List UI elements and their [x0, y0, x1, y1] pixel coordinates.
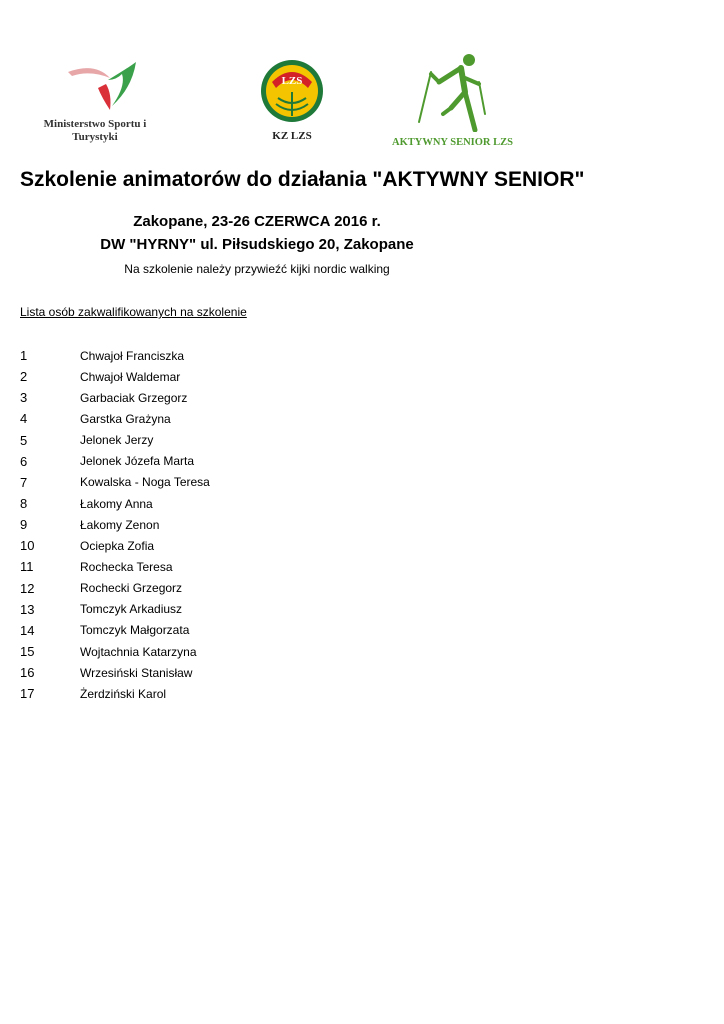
participant-name: Tomczyk Arkadiusz [80, 602, 183, 617]
aktywny-senior-logo [365, 52, 540, 149]
ministry-swoosh-icon [50, 58, 140, 118]
list-item [20, 662, 210, 683]
nordic-walker-icon [413, 52, 493, 132]
list-item [20, 535, 210, 556]
item-number: 14 [20, 622, 35, 638]
participant-name: Kowalska - Noga Teresa [80, 475, 210, 490]
participant-name: Żerdziński Karol [80, 686, 167, 701]
item-number: 7 [20, 474, 28, 490]
list-item [20, 430, 210, 451]
event-note: Na szkolenie należy przywieźć kijki nordic walking [124, 262, 390, 276]
item-number: 8 [20, 496, 28, 512]
event-venue: DW "HYRNY" ul. Piłsudskiego 20, Zakopane [100, 236, 414, 253]
lzs-badge-text: LZS [281, 75, 303, 87]
item-number: 3 [20, 390, 28, 406]
item-number: 9 [20, 517, 28, 533]
list-item [20, 599, 210, 620]
aktywny-senior-name: AKTYWNY SENIOR LZS [392, 137, 513, 148]
list-item [20, 556, 210, 577]
list-item [20, 683, 210, 704]
list-item [20, 408, 210, 429]
participant-list [20, 345, 210, 704]
participant-name: Chwajoł Franciszka [80, 348, 185, 363]
participant-name: Ociepka Zofia [80, 538, 155, 553]
list-item [20, 641, 210, 662]
kz-lzs-logo [250, 58, 334, 143]
participant-name: Tomczyk Małgorzata [80, 623, 190, 638]
item-number: 17 [20, 686, 35, 702]
list-item [20, 578, 210, 599]
participant-name: Jelonek Józefa Marta [80, 454, 195, 469]
list-item [20, 366, 210, 387]
participant-name: Wojtachnia Katarzyna [80, 644, 197, 659]
participant-name: Garstka Grażyna [80, 411, 171, 426]
participant-name: Łakomy Anna [80, 496, 153, 511]
item-number: 2 [20, 369, 28, 385]
participant-name: Garbaciak Grzegorz [80, 390, 188, 405]
kz-lzs-name: KZ LZS [272, 130, 312, 142]
item-number: 4 [20, 411, 28, 427]
item-number: 16 [20, 665, 35, 681]
item-number: 15 [20, 644, 35, 660]
ministry-name: Ministerstwo Sportu i Turystyki [43, 118, 147, 143]
list-item [20, 472, 210, 493]
ministry-logo [30, 58, 160, 144]
item-number: 1 [20, 348, 28, 364]
list-item [20, 493, 210, 514]
item-number: 11 [20, 559, 34, 575]
participant-name: Łakomy Zenon [80, 517, 160, 532]
event-place-date: Zakopane, 23-26 CZERWCA 2016 r. [133, 213, 381, 230]
participant-name: Rochecki Grzegorz [80, 581, 183, 596]
participant-name: Chwajoł Waldemar [80, 369, 181, 384]
list-item [20, 345, 210, 366]
item-number: 13 [20, 601, 35, 617]
participant-name: Rochecka Teresa [80, 559, 173, 574]
item-number: 10 [20, 538, 35, 554]
participant-name: Jelonek Jerzy [80, 433, 154, 448]
list-heading: Lista osób zakwalifikowanych na szkolenie [20, 305, 247, 319]
lzs-emblem-icon [258, 58, 326, 124]
list-item [20, 387, 210, 408]
participant-name: Wrzesiński Stanisław [80, 665, 193, 680]
list-item [20, 451, 210, 472]
item-number: 6 [20, 453, 28, 469]
page-title: Szkolenie animatorów do działania "AKTYWNY SENIOR" [20, 168, 585, 191]
item-number: 5 [20, 432, 28, 448]
list-item [20, 514, 210, 535]
list-item [20, 620, 210, 641]
item-number: 12 [20, 580, 35, 596]
